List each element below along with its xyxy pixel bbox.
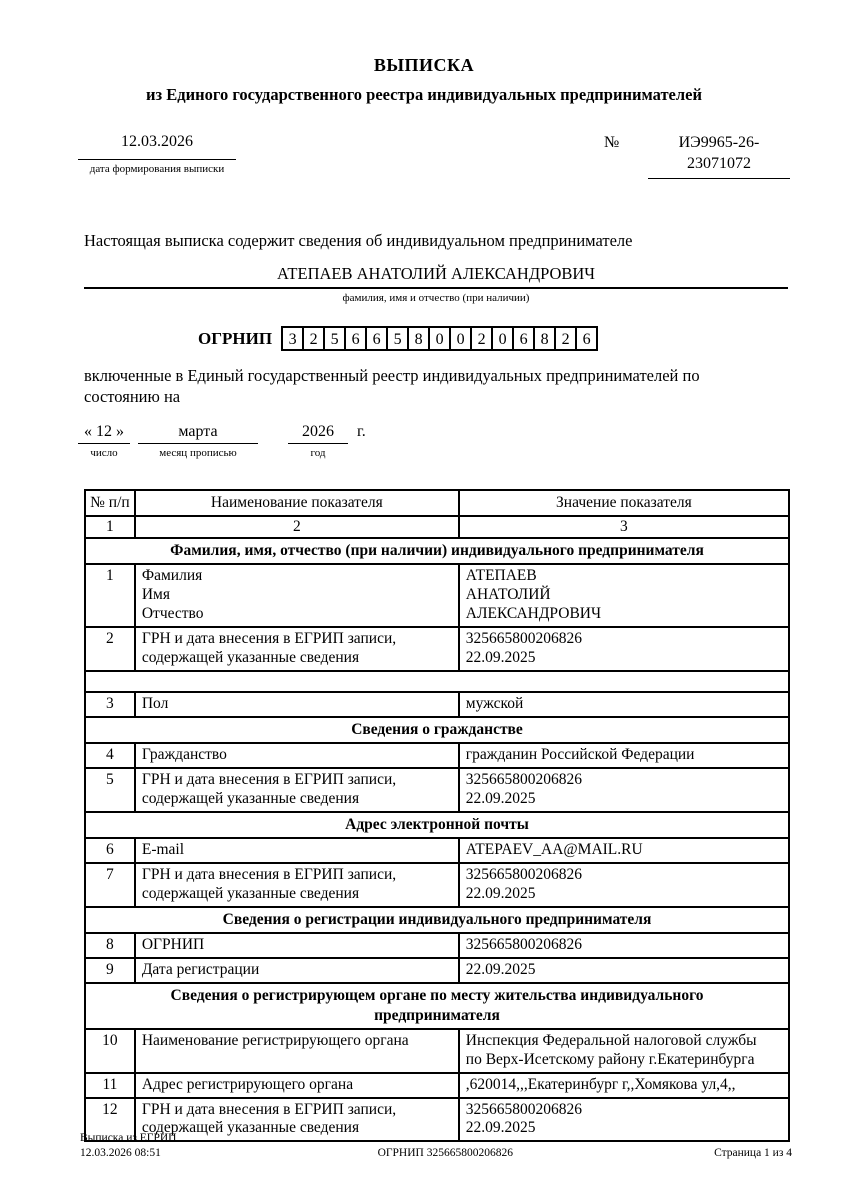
indicator-name-cell: ГРН и дата внесения в ЕГРИП записи, содержащей указанные сведения	[135, 627, 459, 671]
as-of-date-row	[78, 423, 848, 459]
section-title: Фамилия, имя, отчество (при наличии) индивидуального предпринимателя	[85, 538, 789, 564]
table-row	[85, 743, 789, 768]
col-header-num: № п/п	[85, 490, 135, 516]
number-sign: №	[604, 134, 620, 151]
indicator-name-cell: Фамилия Имя Отчество	[135, 564, 459, 627]
table-row	[85, 692, 789, 717]
indicator-name-cell: Адрес регистрирующего органа	[135, 1073, 459, 1098]
ogrnip-digit: 8	[533, 326, 556, 351]
included-text: включенные в Единый государственный реестр индивидуальных предпринимателей по состоянию на	[84, 366, 700, 406]
ogrnip-digit: 6	[575, 326, 598, 351]
indicator-name-cell: ГРН и дата внесения в ЕГРИП записи, содержащей указанные сведения	[135, 1098, 459, 1142]
intro-text: Настоящая выписка содержит сведения об индивидуальном предпринимателе	[84, 231, 633, 250]
footer-page-number: Страница 1 из 4	[714, 1146, 792, 1159]
table-header-row	[85, 490, 789, 516]
indicator-value-cell: ATEPAEV_AA@MAIL.RU	[459, 838, 789, 863]
ogrnip-digit: 2	[554, 326, 577, 351]
section-row	[85, 717, 789, 743]
ogrnip-digit: 6	[344, 326, 367, 351]
table-row	[85, 1029, 789, 1073]
row-number-cell: 6	[85, 838, 135, 863]
indicator-name-cell: Дата регистрации	[135, 958, 459, 983]
indicator-value-cell: мужской	[459, 692, 789, 717]
col-header-indicator-value: Значение показателя	[459, 490, 789, 516]
section-title: Сведения о регистрации индивидуального предпринимателя	[85, 907, 789, 933]
indicator-value-cell: 325665800206826 22.09.2025	[459, 1098, 789, 1142]
row-number-cell: 8	[85, 933, 135, 958]
indicators-table-body	[85, 538, 789, 1141]
row-number-cell: 4	[85, 743, 135, 768]
table-row	[85, 933, 789, 958]
as-of-year-group	[288, 423, 348, 459]
document-number-line2: 23071072	[687, 154, 751, 172]
footer-datetime: 12.03.2026 08:51	[80, 1146, 161, 1159]
section-row	[85, 812, 789, 838]
footer-left	[80, 1131, 176, 1161]
as-of-year-suffix: г.	[357, 423, 366, 441]
entrepreneur-name: АТЕПАЕВ АНАТОЛИЙ АЛЕКСАНДРОВИЧ	[84, 264, 788, 289]
row-number-cell: 12	[85, 1098, 135, 1142]
table-row	[85, 958, 789, 983]
page-footer	[80, 1131, 792, 1161]
row-number-cell: 2	[85, 627, 135, 671]
row-number-cell: 1	[85, 564, 135, 627]
table-row	[85, 1073, 789, 1098]
indicator-value-cell: 22.09.2025	[459, 958, 789, 983]
as-of-month-caption: месяц прописью	[159, 447, 237, 460]
indicators-table	[84, 489, 790, 1142]
spacer-cell	[85, 671, 789, 692]
table-row	[85, 768, 789, 812]
ogrnip-digit: 5	[323, 326, 346, 351]
document-number-line1: ИЭ9965-26-	[678, 134, 760, 151]
spacer-row	[85, 671, 789, 692]
as-of-day-caption: число	[90, 447, 118, 460]
document-number-block	[604, 133, 790, 179]
indicator-value-cell: АТЕПАЕВ АНАТОЛИЙ АЛЕКСАНДРОВИЧ	[459, 564, 789, 627]
ogrnip-digit: 0	[491, 326, 514, 351]
indicator-value-cell: 325665800206826 22.09.2025	[459, 863, 789, 907]
footer-ogrnip: ОГРНИП 325665800206826	[377, 1146, 513, 1159]
as-of-year-caption: год	[310, 447, 326, 460]
indicator-value-cell: Инспекция Федеральной налоговой службы по Верх-Исетскому району г.Екатеринбурга	[459, 1029, 789, 1073]
ogrnip-digit: 2	[302, 326, 325, 351]
column-number-1: 1	[85, 516, 135, 538]
row-number-cell: 10	[85, 1029, 135, 1073]
indicator-value-cell: 325665800206826 22.09.2025	[459, 768, 789, 812]
indicator-name-cell: Гражданство	[135, 743, 459, 768]
formation-date-value: 12.03.2026	[78, 133, 236, 160]
row-number-cell: 9	[85, 958, 135, 983]
indicator-name-cell: E-mail	[135, 838, 459, 863]
formation-date-caption: дата формирования выписки	[89, 163, 225, 175]
indicator-name-cell: ГРН и дата внесения в ЕГРИП записи, содержащей указанные сведения	[135, 768, 459, 812]
column-number-3: 3	[459, 516, 789, 538]
ogrnip-digit: 6	[365, 326, 388, 351]
ogrnip-digit: 6	[512, 326, 535, 351]
section-title: Сведения о регистрирующем органе по месту жительства индивидуального предпринимателя	[85, 983, 789, 1029]
row-number-cell: 11	[85, 1073, 135, 1098]
footer-doc-type: Выписка из ЕГРИП	[80, 1132, 177, 1144]
indicator-name-cell: Пол	[135, 692, 459, 717]
section-row	[85, 538, 789, 564]
ogrnip-digit: 8	[407, 326, 430, 351]
row-number-cell: 3	[85, 692, 135, 717]
table-row	[85, 627, 789, 671]
entrepreneur-name-caption: фамилия, имя и отчество (при наличии)	[342, 292, 530, 304]
header-meta-row	[0, 133, 848, 205]
row-number-cell: 7	[85, 863, 135, 907]
ogrnip-digit: 5	[386, 326, 409, 351]
indicator-value-cell: гражданин Российской Федерации	[459, 743, 789, 768]
ogrnip-digit: 0	[428, 326, 451, 351]
document-subtitle: из Единого государственного реестра индивидуальных предпринимателей	[146, 85, 702, 104]
document-title: ВЫПИСКА	[373, 55, 475, 75]
ogrnip-digit-boxes	[281, 326, 598, 351]
ogrnip-digit: 2	[470, 326, 493, 351]
indicator-value-cell: ,620014,,,Екатеринбург г,,Хомякова ул,4,,	[459, 1073, 789, 1098]
as-of-day-value: « 12 »	[78, 423, 130, 444]
document-number-value	[648, 133, 790, 179]
row-number-cell: 5	[85, 768, 135, 812]
table-row	[85, 564, 789, 627]
formation-date-block	[78, 133, 236, 175]
indicator-value-cell: 325665800206826	[459, 933, 789, 958]
section-row	[85, 983, 789, 1029]
table-row	[85, 863, 789, 907]
section-title: Сведения о гражданстве	[85, 717, 789, 743]
ogrnip-digit: 0	[449, 326, 472, 351]
ogrnip-row	[198, 326, 848, 351]
column-number-2: 2	[135, 516, 459, 538]
section-row	[85, 907, 789, 933]
section-title: Адрес электронной почты	[85, 812, 789, 838]
column-number-row	[85, 516, 789, 538]
indicator-name-cell: ГРН и дата внесения в ЕГРИП записи, содержащей указанные сведения	[135, 863, 459, 907]
ogrnip-label: ОГРНИП	[198, 328, 273, 348]
entrepreneur-name-block	[84, 264, 788, 304]
indicator-name-cell: Наименование регистрирующего органа	[135, 1029, 459, 1073]
ogrnip-digit: 3	[281, 326, 304, 351]
col-header-indicator-name: Наименование показателя	[135, 490, 459, 516]
as-of-month-value: марта	[138, 423, 258, 444]
indicator-name-cell: ОГРНИП	[135, 933, 459, 958]
as-of-month-group	[138, 423, 258, 459]
as-of-day-group	[78, 423, 130, 459]
indicator-value-cell: 325665800206826 22.09.2025	[459, 627, 789, 671]
as-of-year-value: 2026	[288, 423, 348, 444]
table-row	[85, 838, 789, 863]
